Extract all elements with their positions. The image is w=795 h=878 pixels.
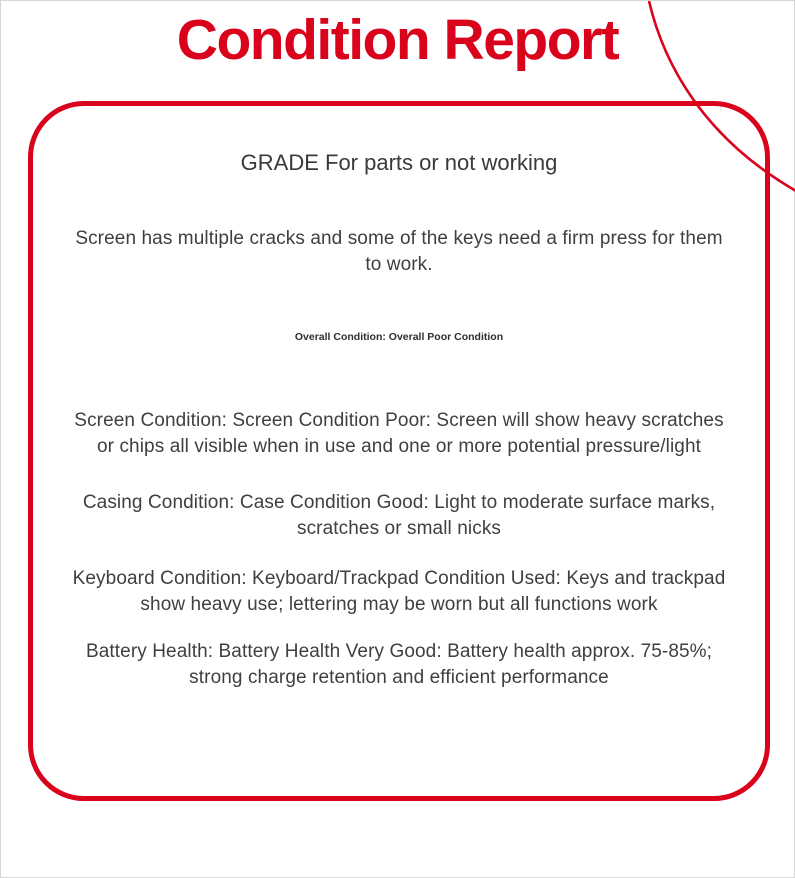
item-description-line: to work. [365, 254, 433, 275]
page-title: Condition Report [176, 8, 619, 72]
overall-condition-note: Overall Condition: Overall Poor Condition [294, 331, 504, 343]
battery-health-line: Battery Health: Battery Health Very Good: Battery health approx. 75-85%; [85, 641, 713, 662]
screen-condition-block [33, 408, 765, 460]
grade-heading: GRADE For parts or not working [240, 150, 558, 175]
battery-health-line: strong charge retention and efficient performance [189, 667, 609, 688]
screen-condition-line: Screen Condition: Screen Condition Poor: Screen will show heavy scratches [74, 410, 724, 431]
condition-report-box [28, 101, 770, 801]
item-description-line: Screen has multiple cracks and some of the keys need a firm press for them [75, 228, 723, 249]
casing-condition-block [33, 490, 765, 542]
casing-condition-line: Casing Condition: Case Condition Good: Light to moderate surface marks, [82, 492, 716, 513]
keyboard-condition-line: show heavy use; lettering may be worn but all functions work [140, 594, 658, 615]
battery-health-block [33, 639, 765, 691]
keyboard-condition-block [33, 566, 765, 618]
keyboard-condition-line: Keyboard Condition: Keyboard/Trackpad Condition Used: Keys and trackpad [72, 568, 726, 589]
item-description [33, 226, 765, 278]
casing-condition-line: scratches or small nicks [296, 518, 502, 539]
screen-condition-line: or chips all visible when in use and one or more potential pressure/light [96, 436, 702, 457]
